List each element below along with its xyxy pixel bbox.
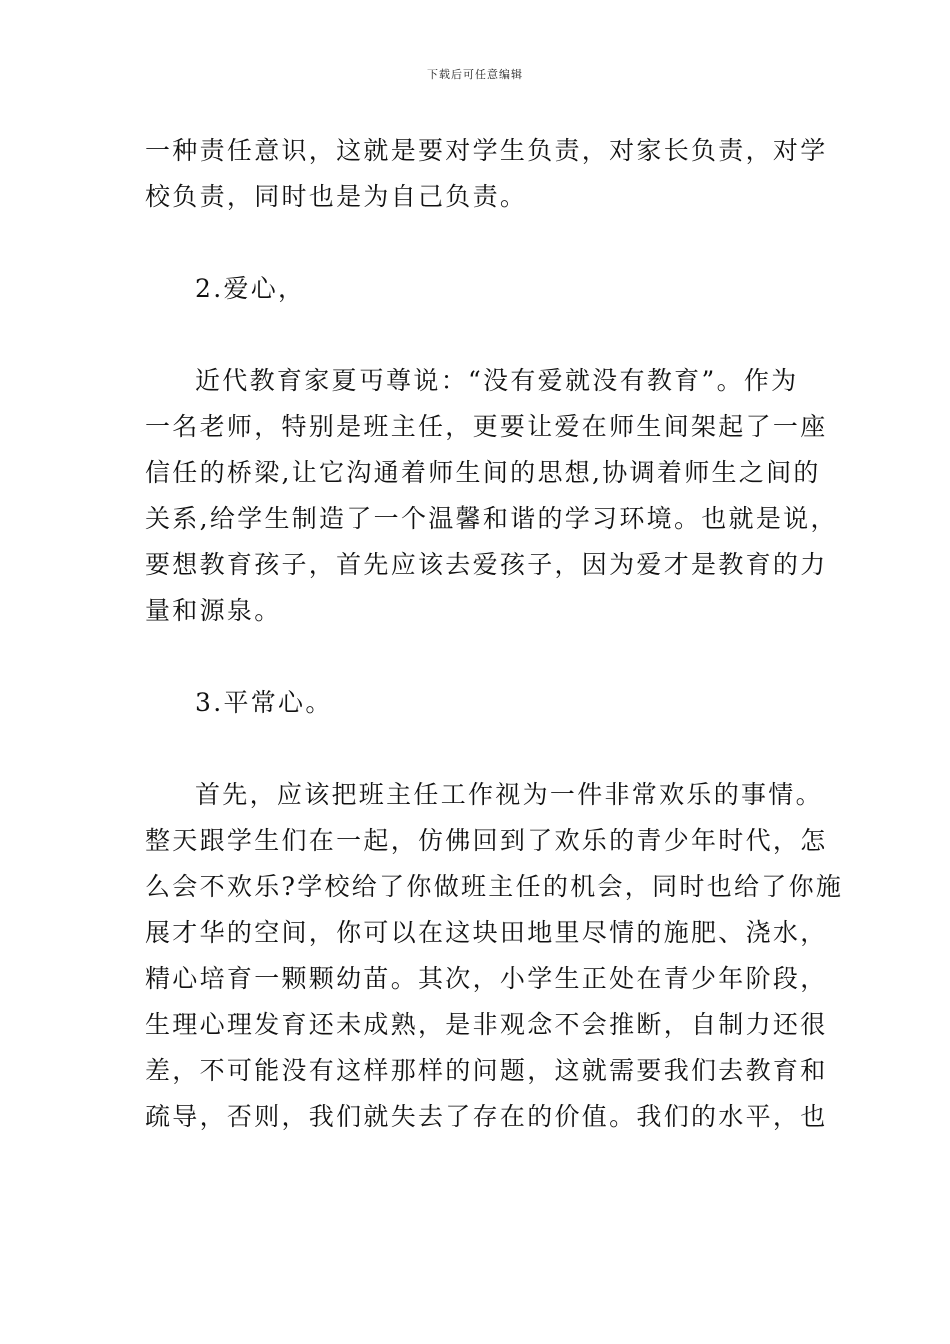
text-line: 整天跟学生们在一起，仿佛回到了欢乐的青少年时代，怎	[145, 826, 828, 855]
paragraph-gap	[145, 220, 810, 266]
text-line: 首先，应该把班主任工作视为一件非常欢乐的事情。	[195, 780, 823, 809]
text-line: 么会不欢乐?学校给了你做班主任的机会，同时也给了你施	[145, 872, 844, 901]
text-line: 信任的桥梁,让它沟通着师生间的思想,协调着师生之间的	[145, 458, 821, 487]
text-line: 生理心理发育还未成熟，是非观念不会推断，自制力还很	[145, 1010, 828, 1039]
text-line: 量和源泉。	[145, 596, 282, 625]
paragraph-gap	[145, 726, 810, 772]
section-heading-calm: 3.平常心。	[195, 688, 333, 717]
paragraph-gap	[145, 634, 810, 680]
text-line: 精心培育一颗颗幼苗。其次，小学生正处在青少年阶段，	[145, 964, 828, 993]
text-line: 近代教育家夏丏尊说：“没有爱就没有教育”。作为	[195, 366, 799, 395]
text-line: 疏导，否则，我们就失去了存在的价值。我们的水平，也	[145, 1102, 828, 1131]
text-line: 关系,给学生制造了一个温馨和谐的学习环境。也就是说，	[145, 504, 838, 533]
text-line: 一种责任意识，这就是要对学生负责，对家长负责，对学	[145, 136, 828, 165]
text-line: 校负责，同时也是为自己负责。	[145, 182, 528, 211]
section-heading-love: 2.爱心，	[195, 274, 306, 303]
paragraph-gap	[145, 312, 810, 358]
page-header: 下载后可任意编辑	[427, 68, 523, 81]
text-line: 展才华的空间，你可以在这块田地里尽情的施肥、浇水，	[145, 918, 828, 947]
text-line: 一名老师，特别是班主任，更要让爱在师生间架起了一座	[145, 412, 828, 441]
document-body	[145, 128, 844, 1140]
text-line: 差，不可能没有这样那样的问题，这就需要我们去教育和	[145, 1056, 828, 1085]
text-line: 要想教育孩子，首先应该去爱孩子，因为爱才是教育的力	[145, 550, 828, 579]
